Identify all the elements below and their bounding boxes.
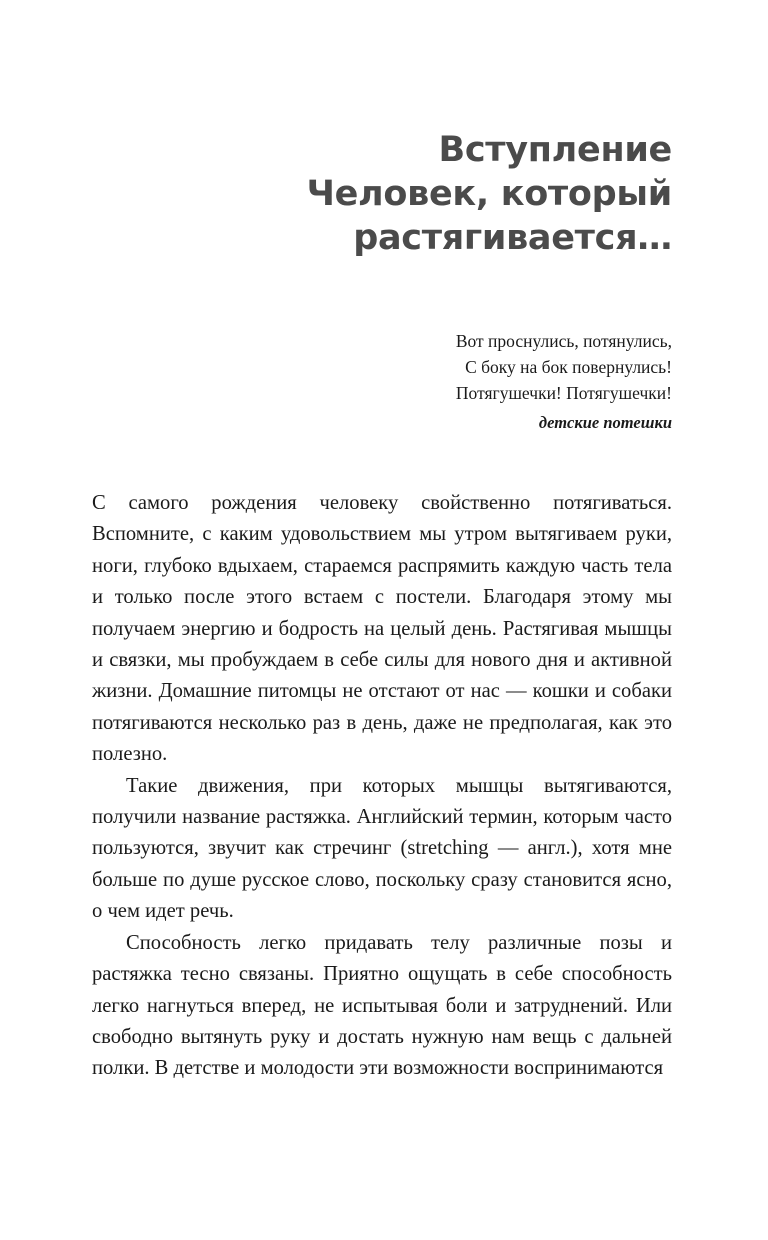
epigraph-source: детские потешки	[538, 413, 672, 432]
epigraph-line-1: Вот проснулись, потянулись,	[455, 331, 672, 351]
epigraph-line-2: С боку на бок повернулись!	[465, 357, 672, 377]
epigraph	[92, 328, 672, 436]
epigraph-line-3: Потягушечки! Потягушечки!	[455, 383, 672, 403]
page-title-line-3: растягивается…	[353, 218, 672, 258]
page-title-line-2: Человек, который	[306, 174, 672, 214]
page-title	[92, 0, 672, 260]
page-title-line-1: Вступление	[438, 130, 672, 170]
paragraph-3: Способность легко придавать телу различные позы и растяжка тесно связаны. Приятно ощущать в себе способность легко нагнуться вперед, не испытывая боли и затруднений. Или свободно вытянуть руку и достать нужную нам вещь с дальней полки. В детстве и молодости эти возможности воспринимаются	[92, 931, 672, 1080]
paragraph-1: С самого рождения человеку свойственно потягиваться. Вспомните, с каким удовольствием мы утром вытягиваем руки, ноги, глубоко вдыхаем, стараемся распрямить каждую часть тела и только после этого встаем с постели. Благодаря этому мы получаем энергию и бодрость на целый день. Растягивая мышцы и связки, мы пробуждаем в себе силы для нового дня и активной жизни. Домашние питомцы не отстают от нас — кошки и собаки потягиваются несколько раз в день, даже не предполагая, как это полезно.	[92, 492, 672, 766]
body-text	[92, 488, 672, 1085]
paragraph-2: Такие движения, при которых мышцы вытягиваются, получили название растяжка. Английский термин, которым часто пользуются, звучит как стречинг (stretching — англ.), хотя мне больше по душе русское слово, поскольку сразу становится ясно, о чем идет речь.	[92, 774, 672, 923]
